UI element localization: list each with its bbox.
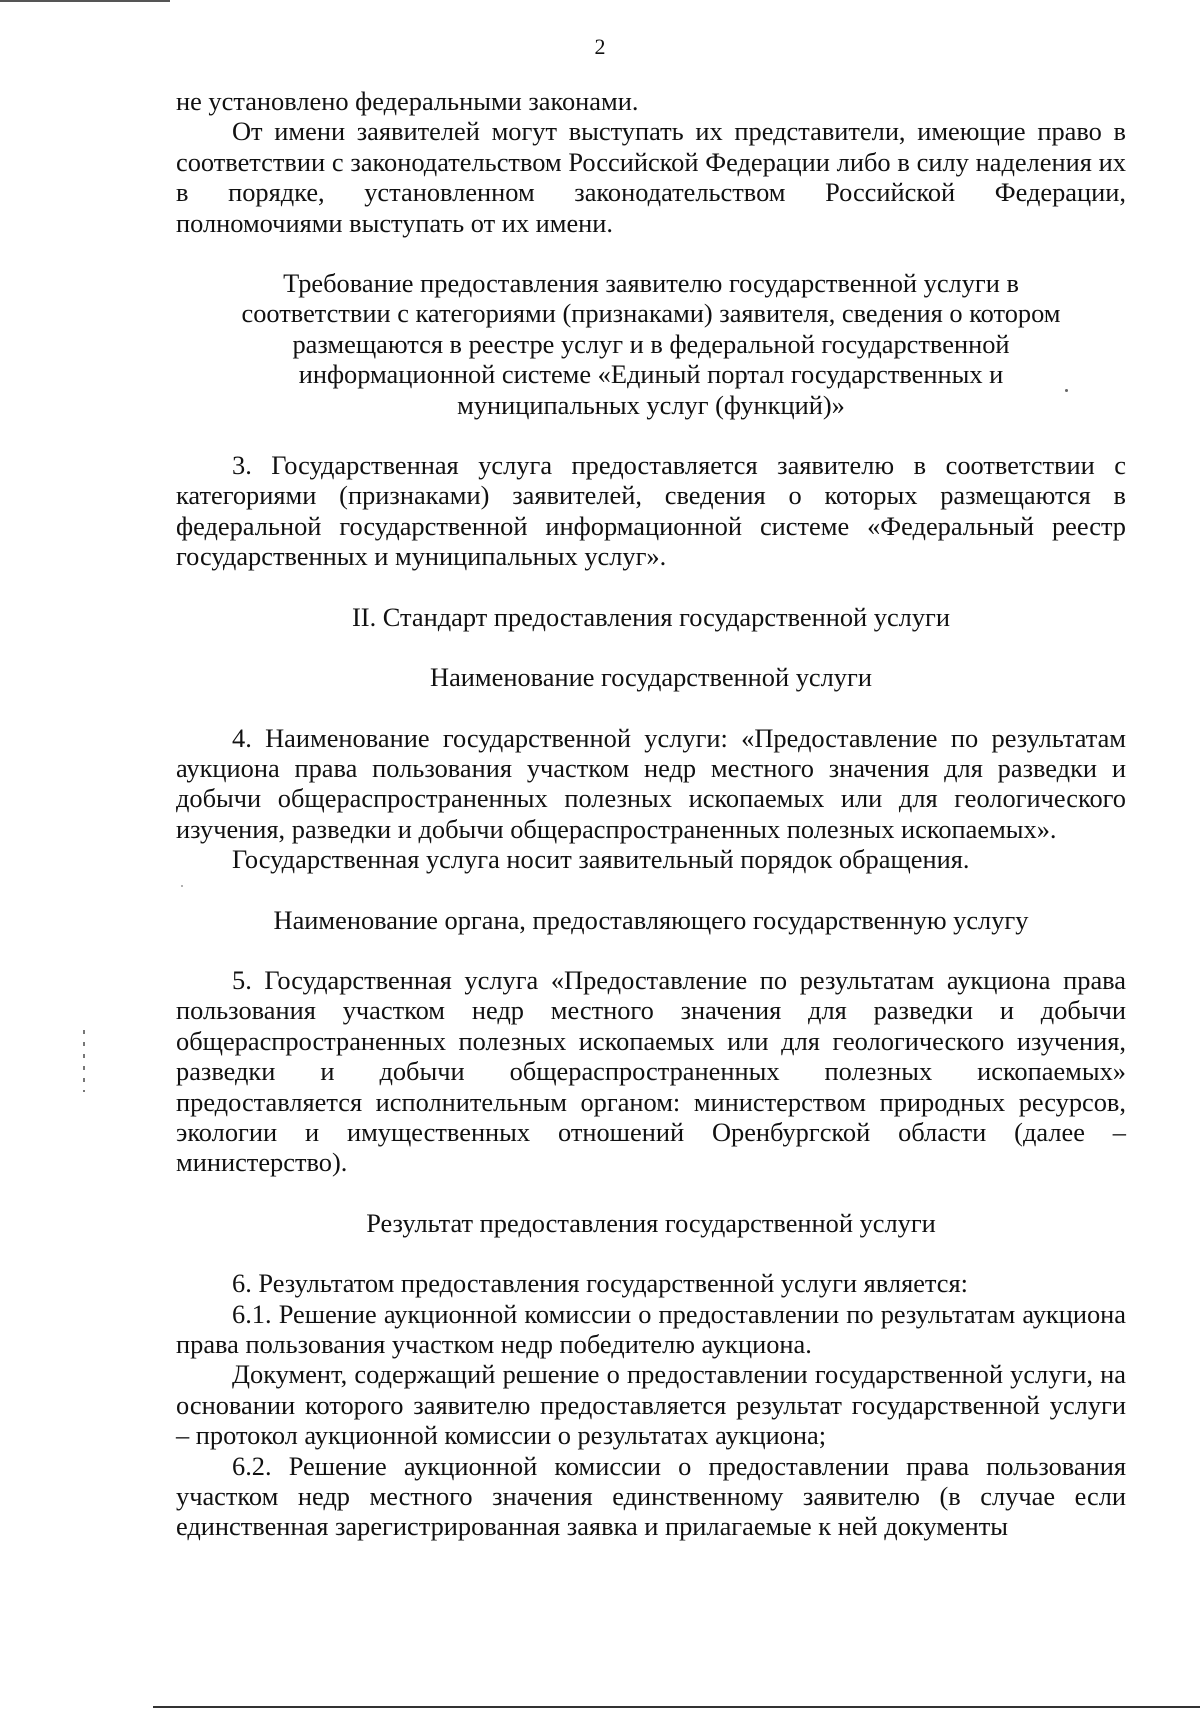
heading-line: размещаются в реестре услуг и в федеральной государственной	[292, 328, 1010, 359]
paragraph: 4. Наименование государственной услуги: «Предоставление по результатам аукциона права пользования участком недр местного значения для разведки и добычи общераспространенных полезных ископаемых или для геологического изучения, разведки и добычи общераспространенных полезных ископаемых».	[176, 722, 1126, 844]
heading-line: муниципальных услуг (функций)»	[457, 389, 845, 420]
section-heading: Наименование государственной услуги	[430, 662, 872, 693]
paragraph: 5. Государственная услуга «Предоставление по результатам аукциона права пользования участком недр местного значения для разведки и добычи общераспространенных полезных ископаемых или для геологического изучения, разведки и добычи общераспространенных полезных ископаемых» предоставляется исполнительным органом: министерством природных ресурсов, экологии и имущественных отношений Оренбургской области (далее – министерство).	[176, 964, 1126, 1178]
heading-line: Требование предоставления заявителю государственной услуги в	[283, 268, 1019, 299]
paragraph: Документ, содержащий решение о предоставлении государственной услуги, на основании которого заявителю предоставляется результат государственной услуги – протокол аукционной комиссии о результатах аукциона;	[176, 1359, 1126, 1451]
paragraph: не установлено федеральными законами.	[176, 86, 639, 116]
paragraph: От имени заявителей могут выступать их представители, имеющие право в соответствии с законодательством Российской Федерации либо в силу наделения их в порядке, установленном законодательством Российской Федерации, полномочиями выступать от их имени.	[176, 116, 1126, 238]
paragraph: Государственная услуга носит заявительный порядок обращения.	[232, 844, 970, 875]
document-body	[176, 86, 1126, 1542]
section-heading: II. Стандарт предоставления государственной услуги	[352, 601, 950, 632]
paragraph: 6.1. Решение аукционной комиссии о предоставлении по результатам аукциона права пользования участком недр победителю аукциона.	[176, 1298, 1126, 1359]
section-heading	[176, 268, 1126, 420]
paragraph: 6. Результатом предоставления государственной услуги является:	[232, 1268, 968, 1299]
page-number: 2	[594, 34, 606, 59]
paragraph: 6.2. Решение аукционной комиссии о предоставлении права пользования участком недр местного значения единственному заявителю (в случае если единственная зарегистрированная заявка и прилагаемые к ней документы	[176, 1450, 1126, 1542]
scan-artifact-top-line	[0, 0, 170, 2]
heading-line: информационной системе «Единый портал государственных и	[298, 359, 1004, 390]
paragraph: 3. Государственная услуга предоставляется заявителю в соответствии с категориями (признаками) заявителей, сведения о которых размещаются в федеральной государственной информационной системе «Федеральный реестр государственных и муниципальных услуг».	[176, 450, 1126, 572]
heading-line: соответствии с категориями (признаками) заявителя, сведения о котором	[241, 298, 1061, 329]
section-heading: Результат предоставления государственной услуги	[366, 1207, 936, 1238]
scan-artifact-left-marks	[83, 1030, 85, 1092]
scan-artifact-bottom-line	[153, 1706, 1200, 1708]
section-heading: Наименование органа, предоставляющего государственную услугу	[273, 904, 1029, 935]
